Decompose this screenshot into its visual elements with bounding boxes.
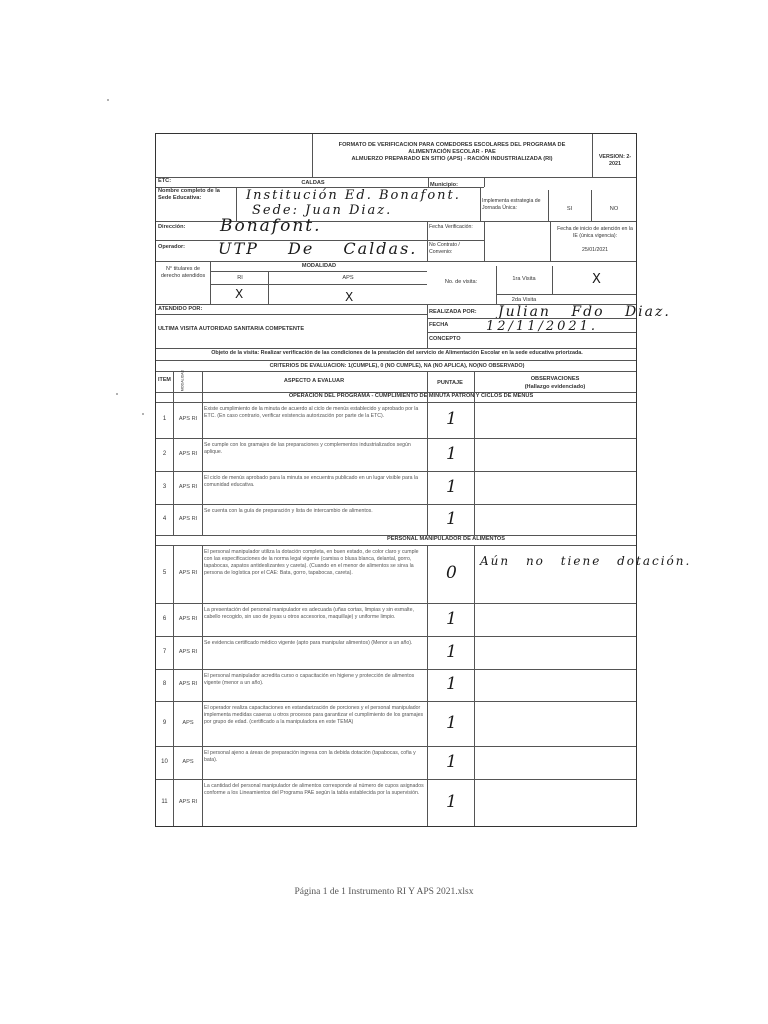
item-modalidad: APS RI — [178, 416, 198, 422]
table-row — [156, 471, 636, 504]
realizada-value: Julian Fdo Diaz. — [498, 304, 671, 320]
fecha-value: 12/11/2021. — [486, 319, 599, 334]
item-number: 2 — [162, 450, 167, 457]
fecha-inicio-value: 25/01/2021 — [582, 247, 608, 253]
jornada-no: NO — [609, 206, 619, 212]
item-number: 8 — [162, 681, 167, 687]
item-puntaje: 1 — [446, 641, 457, 662]
table-row — [156, 779, 636, 826]
item-aspecto: El personal ajeno a áreas de preparación ingresa con la debida dotación (tapabocas, cofia y bata). — [204, 750, 416, 763]
visita2-label: 2da Visita — [511, 297, 537, 303]
item-number: 3 — [162, 483, 167, 490]
item-aspecto: Se cumple con los gramajes de las preparaciones y complementos industrializados según aplique. — [204, 442, 411, 455]
section-personal: PERSONAL MANIPULADOR DE ALIMENTOS — [387, 536, 505, 542]
item-puntaje: 1 — [446, 608, 457, 629]
item-number: 7 — [162, 648, 167, 655]
item-aspecto: Existe cumplimiento de la minuta de acuerdo al ciclo de menús establecido y aprobado por la ETC. (En caso contrario, verificar existencia autorización por parte de la ETC). — [204, 406, 419, 419]
municipio-label: Municipio: — [430, 182, 458, 188]
item-aspecto: El personal manipulador utiliza la dotación completa, en buen estado, de color claro y cumple con las especificaciones de la norma legal vigente (camisa o blusa blanca, delantal, gorro, tapabocas, zapatos antideslizantes y careta). (Cuando en el menor de alimentos se sirva la persona de logística por el CAE: Bata, gorro, tapabocas, careta). — [204, 549, 419, 576]
page-footer: Página 1 de 1 Instrumento RI Y APS 2021.xlsx — [294, 887, 474, 897]
verification-form — [155, 133, 692, 827]
modalidad-ri-label: RI — [237, 275, 243, 281]
item-number: 9 — [162, 719, 167, 726]
item-modalidad: APS RI — [178, 648, 198, 655]
col-aspecto: ASPECTO A EVALUAR — [283, 378, 345, 384]
criterios-evaluacion: CRITERIOS DE EVALUACIÓN: 1(CUMPLE), 0 (NO CUMPLE), NA (NO APLICA), NO(NO OBSERVADO) — [269, 363, 525, 369]
item-puntaje: 1 — [446, 508, 457, 529]
realizada-label: REALIZADA POR: — [429, 309, 477, 315]
table-row — [156, 438, 636, 471]
scan-speck — [116, 393, 118, 395]
atendido-label: ATENDIDO POR: — [158, 306, 203, 312]
fecha-label: FECHA — [429, 322, 449, 328]
etc-value: CALDAS — [301, 180, 325, 186]
col-puntaje: PUNTAJE — [437, 380, 463, 386]
modalidad-aps-mark: X — [345, 290, 354, 304]
modalidad-label: MODALIDAD — [301, 263, 337, 269]
col-hallazgo: (Hallazgo evidenciado) — [524, 384, 586, 390]
item-aspecto: Se evidencia certificado médico vigente (apto para manipular alimentos) (Menor a un año). — [204, 640, 413, 646]
concepto-label: CONCEPTO — [429, 336, 461, 342]
table-row — [156, 402, 636, 438]
item-modalidad: APS RI — [178, 570, 198, 576]
item-aspecto: El ciclo de menús aprobado para la minuta se encuentra publicado en un lugar visible para la comunidad educativa. — [204, 475, 418, 488]
scan-speck — [142, 413, 144, 415]
version-label: VERSIÓN: 2-2021 — [598, 154, 632, 167]
item-number: 6 — [162, 615, 167, 622]
form-title-line2: ALIMENTACIÓN ESCOLAR - PAE — [408, 149, 496, 155]
operador-value: UTP De Caldas. — [218, 239, 418, 258]
item-number: 11 — [161, 798, 168, 805]
item-modalidad: APS RI — [178, 483, 198, 490]
form-title — [314, 142, 590, 163]
item-puntaje: 1 — [446, 751, 457, 772]
item-aspecto: La presentación del personal manipulador es adecuada (uñas cortas, limpias y sin esmalte, cabello recogido, sin uso de joyas u otros accesorios, maquillaje) y uniforme limpio. — [204, 607, 414, 620]
item-aspecto: El operador realiza capacitaciones en estandarización de porciones y el personal manipulador implementa medidas caseras u otros procesos para garantizar el cumplimiento de los gramajes por grupo de edad. (certificado a la manipuladora en este TEMA) — [204, 705, 424, 725]
item-number: 5 — [162, 570, 167, 576]
nombre-label: Nombre completo de la Sede Educativa: — [158, 188, 220, 201]
item-modalidad: APS RI — [178, 798, 198, 805]
table-row — [156, 545, 692, 603]
no-visita-label: No. de visita: — [444, 279, 478, 285]
col-modalidad: MODALIDAD — [180, 369, 185, 392]
table-row — [156, 669, 636, 701]
item-modalidad: APS — [182, 758, 194, 765]
col-observaciones: OBSERVACIONES — [530, 376, 580, 382]
jornada-label: Implementa estrategia de Jornada Única: — [482, 198, 541, 211]
direccion-label: Dirección: — [158, 224, 186, 230]
item-aspecto: La cantidad del personal manipulador de alimentos corresponde al número de cupos asignados conforme a los Lineamientos del Programa PAE según la tabla establecida por la supervisión. — [204, 783, 424, 796]
operador-label: Operador: — [158, 244, 186, 250]
fecha-verificacion-label: Fecha Verificación: — [429, 224, 473, 230]
modalidad-aps-label: APS — [342, 275, 354, 281]
item-modalidad: APS RI — [178, 450, 198, 457]
item-observacion: Aún no tiene dotación. — [480, 554, 692, 568]
item-puntaje: 1 — [446, 674, 457, 694]
titulares-label: N° titulares de derecho atendidos — [160, 266, 206, 279]
nombre-value-line2: Sede: Juan Diaz. — [252, 203, 393, 218]
item-puntaje: 0 — [446, 563, 457, 583]
table-row — [156, 701, 636, 746]
item-number: 1 — [162, 416, 167, 422]
form-title-line1: FORMATO DE VERIFICACIÓN PARA COMEDORES ESCOLARES DEL PROGRAMA DE — [338, 142, 566, 148]
etc-label: ETC: — [158, 178, 172, 184]
form-title-line3: ALMUERZO PREPARADO EN SITIO (APS) - RACIÓN INDUSTRIALIZADA (RI) — [351, 156, 553, 162]
modalidad-ri-mark: X — [235, 287, 244, 301]
jornada-si: SI — [566, 206, 573, 212]
item-aspecto: El personal manipulador acredita curso o capacitación en higiene y protección de alimentos vigente (menor a un año). — [204, 673, 415, 686]
item-puntaje: 1 — [446, 443, 457, 464]
item-aspecto: Se cuenta con la guía de preparación y lista de intercambio de alimentos. — [204, 508, 373, 514]
contrato-label: No Contrato / Convenio: — [429, 242, 460, 255]
visita1-mark: X — [592, 272, 601, 287]
col-item: ITEM — [158, 377, 171, 383]
item-modalidad: APS RI — [178, 681, 198, 687]
direccion-value: Bonafont. — [220, 216, 322, 236]
item-puntaje: 1 — [446, 712, 457, 733]
item-puntaje: 1 — [446, 791, 457, 812]
ultima-visita-label: ULTIMA VISITA AUTORIDAD SANITARIA COMPETENTE — [158, 326, 305, 332]
table-row — [156, 603, 636, 636]
table-row — [156, 746, 636, 779]
visita1-label: 1ra Visita — [512, 276, 536, 282]
item-puntaje: 1 — [446, 409, 457, 429]
item-modalidad: APS — [182, 719, 194, 726]
fecha-inicio-label: Fecha de inicio de atención en la IE (única vigencia): — [557, 226, 633, 239]
scan-speck — [107, 99, 109, 101]
item-modalidad: APS RI — [178, 615, 198, 622]
item-number: 4 — [162, 515, 167, 522]
item-puntaje: 1 — [446, 476, 457, 497]
objeto-visita: Objeto de la visita: Realizar verificación de las condiciones de la prestación del servicio de Alimentación Escolar en la sede educativa priorizada. — [211, 350, 583, 356]
nombre-value-line1: Institución Ed. Bonafont. — [246, 188, 461, 203]
table-row — [156, 636, 636, 669]
table-row — [156, 504, 636, 535]
section-operacion: OPERACIÓN DEL PROGRAMA - CUMPLIMIENTO DE MINUTA PATRÓN Y CICLOS DE MENÚS — [288, 393, 534, 399]
item-number: 10 — [161, 758, 168, 765]
item-modalidad: APS RI — [178, 515, 198, 522]
